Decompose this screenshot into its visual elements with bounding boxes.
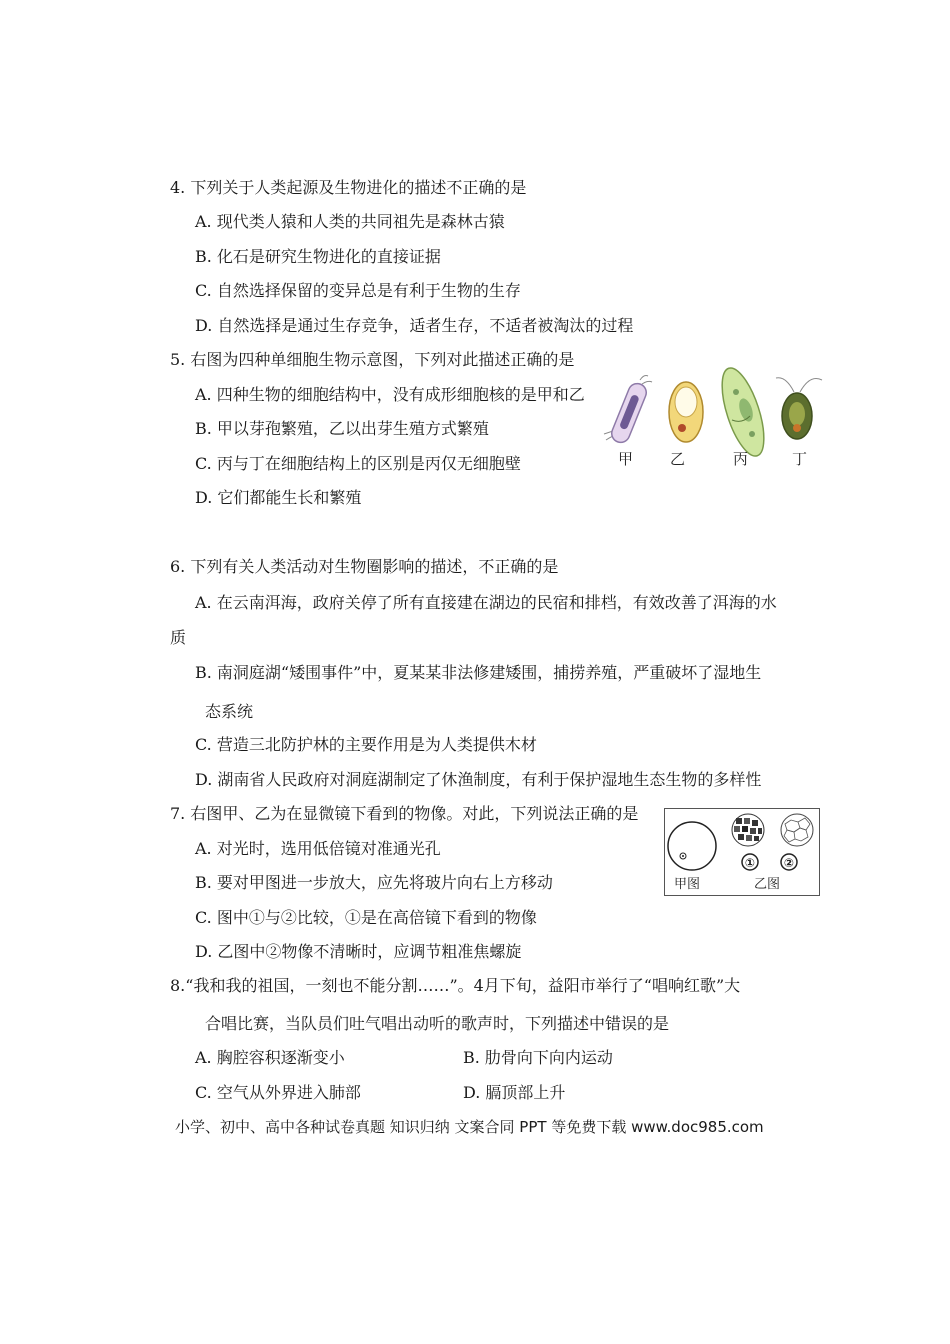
organism-bing-image	[714, 363, 773, 460]
question-4-option-a: A. 现代类人猿和人类的共同祖先是森林古猿	[195, 212, 505, 231]
question-6-option-c: C. 营造三北防护林的主要作用是为人类提供木材	[195, 735, 537, 754]
question-4-option-b: B. 化石是研究生物进化的直接证据	[195, 247, 441, 266]
question-4-option-c: C. 自然选择保留的变异总是有利于生物的生存	[195, 281, 521, 300]
organism-yi-image	[669, 382, 703, 442]
page-footer: 小学、初中、高中各种试卷真题 知识归纳 文案合同 PPT 等免费下载 www.doc985.com	[175, 1118, 764, 1136]
question-4-option-d: D. 自然选择是通过生存竞争，适者生存，不适者被淘汰的过程	[195, 316, 634, 335]
figure-label-jia: 甲	[618, 450, 634, 468]
question-6-option-d: D. 湖南省人民政府对洞庭湖制定了休渔制度，有利于保护湿地生态生物的多样性	[195, 770, 762, 789]
question-8-option-b: B. 肋骨向下向内运动	[463, 1048, 613, 1067]
figure-label-yi: 乙	[670, 450, 686, 468]
question-6-option-b-continued: 态系统	[205, 702, 254, 721]
question-7-option-d: D. 乙图中②物像不清晰时，应调节粗准焦螺旋	[195, 942, 522, 961]
figure-label-jia-tu: 甲图	[674, 877, 701, 892]
question-5-option-a: A. 四种生物的细胞结构中，没有成形细胞核的是甲和乙	[195, 385, 585, 404]
question-8-stem-continued: 合唱比赛，当队员们吐气唱出动听的歌声时，下列描述中错误的是	[205, 1014, 670, 1033]
view-yi-1-image	[732, 814, 764, 846]
question-6-option-b: B. 南洞庭湖“矮围事件”中，夏某某非法修建矮围，捕捞养殖，严重破坏了湿地生	[195, 663, 762, 682]
question-8-option-a: A. 胸腔容积逐渐变小	[195, 1048, 345, 1067]
question-6-option-a: A. 在云南洱海，政府关停了所有直接建在湖边的民宿和排档，有效改善了洱海的水	[195, 593, 777, 612]
question-6-option-a-continued: 质	[170, 628, 187, 647]
figure-label-ding: 丁	[792, 450, 808, 468]
question-7-option-c: C. 图中①与②比较，①是在高倍镜下看到的物像	[195, 908, 537, 927]
organism-jia-image	[604, 376, 652, 446]
question-7-option-a: A. 对光时，选用低倍镜对准通光孔	[195, 839, 441, 858]
single-cell-organisms-figure	[600, 362, 832, 472]
microscope-views-figure	[664, 808, 820, 896]
question-7-stem: 7. 右图甲、乙为在显微镜下看到的物像。对此，下列说法正确的是	[170, 804, 639, 823]
question-5-option-c: C. 丙与丁在细胞结构上的区别是丙仅无细胞壁	[195, 454, 521, 473]
view-jia-image	[668, 822, 716, 870]
question-5-option-d: D. 它们都能生长和繁殖	[195, 488, 362, 507]
organism-ding-image	[776, 378, 822, 439]
question-6-stem: 6. 下列有关人类活动对生物圈影响的描述，不正确的是	[170, 557, 559, 576]
figure-label-circle-2: ②	[783, 856, 795, 870]
question-5-stem: 5. 右图为四种单细胞生物示意图，下列对此描述正确的是	[170, 350, 575, 369]
question-4-stem: 4. 下列关于人类起源及生物进化的描述不正确的是	[170, 178, 527, 197]
figure-label-yi-tu: 乙图	[754, 877, 781, 892]
figure-label-bing: 丙	[733, 450, 749, 468]
question-7-option-b: B. 要对甲图进一步放大，应先将玻片向右上方移动	[195, 873, 553, 892]
question-5-option-b: B. 甲以芽孢繁殖，乙以出芽生殖方式繁殖	[195, 419, 489, 438]
view-yi-2-image	[781, 814, 813, 846]
question-8-stem: 8.“我和我的祖国，一刻也不能分割……”。4月下旬，益阳市举行了“唱响红歌”大	[170, 976, 741, 995]
question-8-option-d: D. 膈顶部上升	[463, 1083, 566, 1102]
question-8-option-c: C. 空气从外界进入肺部	[195, 1083, 361, 1102]
figure-label-circle-1: ①	[744, 856, 756, 870]
